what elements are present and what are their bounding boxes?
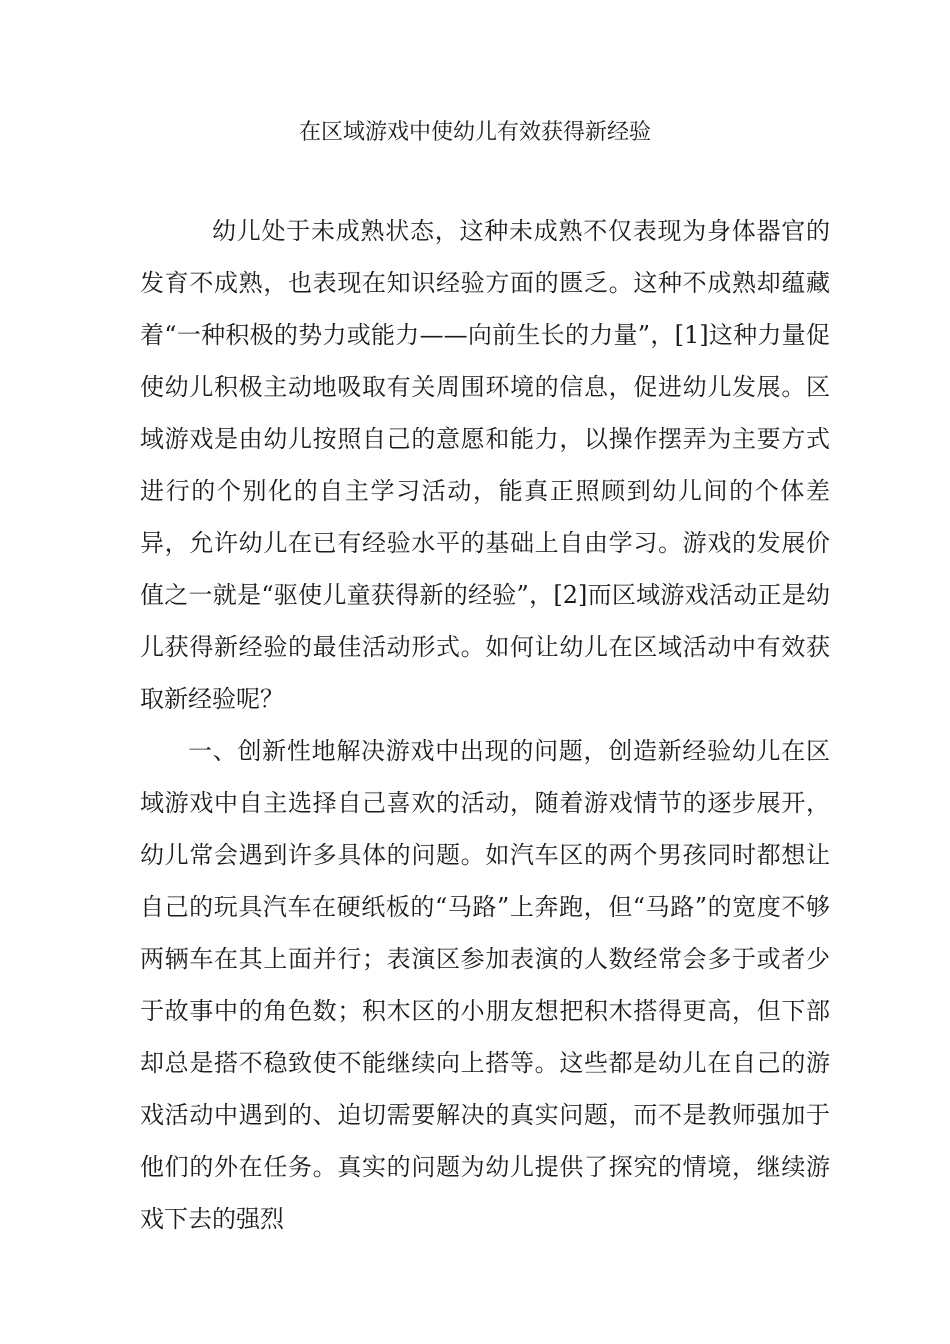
paragraph-section-one: 一、创新性地解决游戏中出现的问题，创造新经验幼儿在区域游戏中自主选择自己喜欢的活动，随着游戏情节的逐步展开，幼儿常会遇到许多具体的问题。如汽车区的两个男孩同时都想让自己的玩具汽车在硬纸板的“马路”上奔跑，但“马路”的宽度不够两辆车在其上面并行；表演区参加表演的人数经常会多于或者少于故事中的角色数；积木区的小朋友想把积木搭得更高，但下部却总是搭不稳致使不能继续向上搭等。这些都是幼儿在自己的游戏活动中遇到的、迫切需要解决的真实问题，而不是教师强加于他们的外在任务。真实的问题为幼儿提供了探究的情境，继续游戏下去的强烈 [140,737,830,1233]
document-body [140,205,830,1245]
document-title: 在区域游戏中使幼儿有效获得新经验 [298,120,651,145]
paragraph-intro: 幼儿处于未成熟状态，这种未成熟不仅表现为身体器官的发育不成熟，也表现在知识经验方面的匮乏。这种不成熟却蕴藏着“一种积极的势力或能力——向前生长的力量”，[1]这种力量促使幼儿积极主动地吸取有关周围环境的信息，促进幼儿发展。区域游戏是由幼儿按照自己的意愿和能力，以操作摆弄为主要方式进行的个别化的自主学习活动，能真正照顾到幼儿间的个体差异，允许幼儿在已有经验水平的基础上自由学习。游戏的发展价值之一就是“驱使儿童获得新的经验”，[2]而区域游戏活动正是幼儿获得新经验的最佳活动形式。如何让幼儿在区域活动中有效获取新经验呢？ [140,217,830,713]
